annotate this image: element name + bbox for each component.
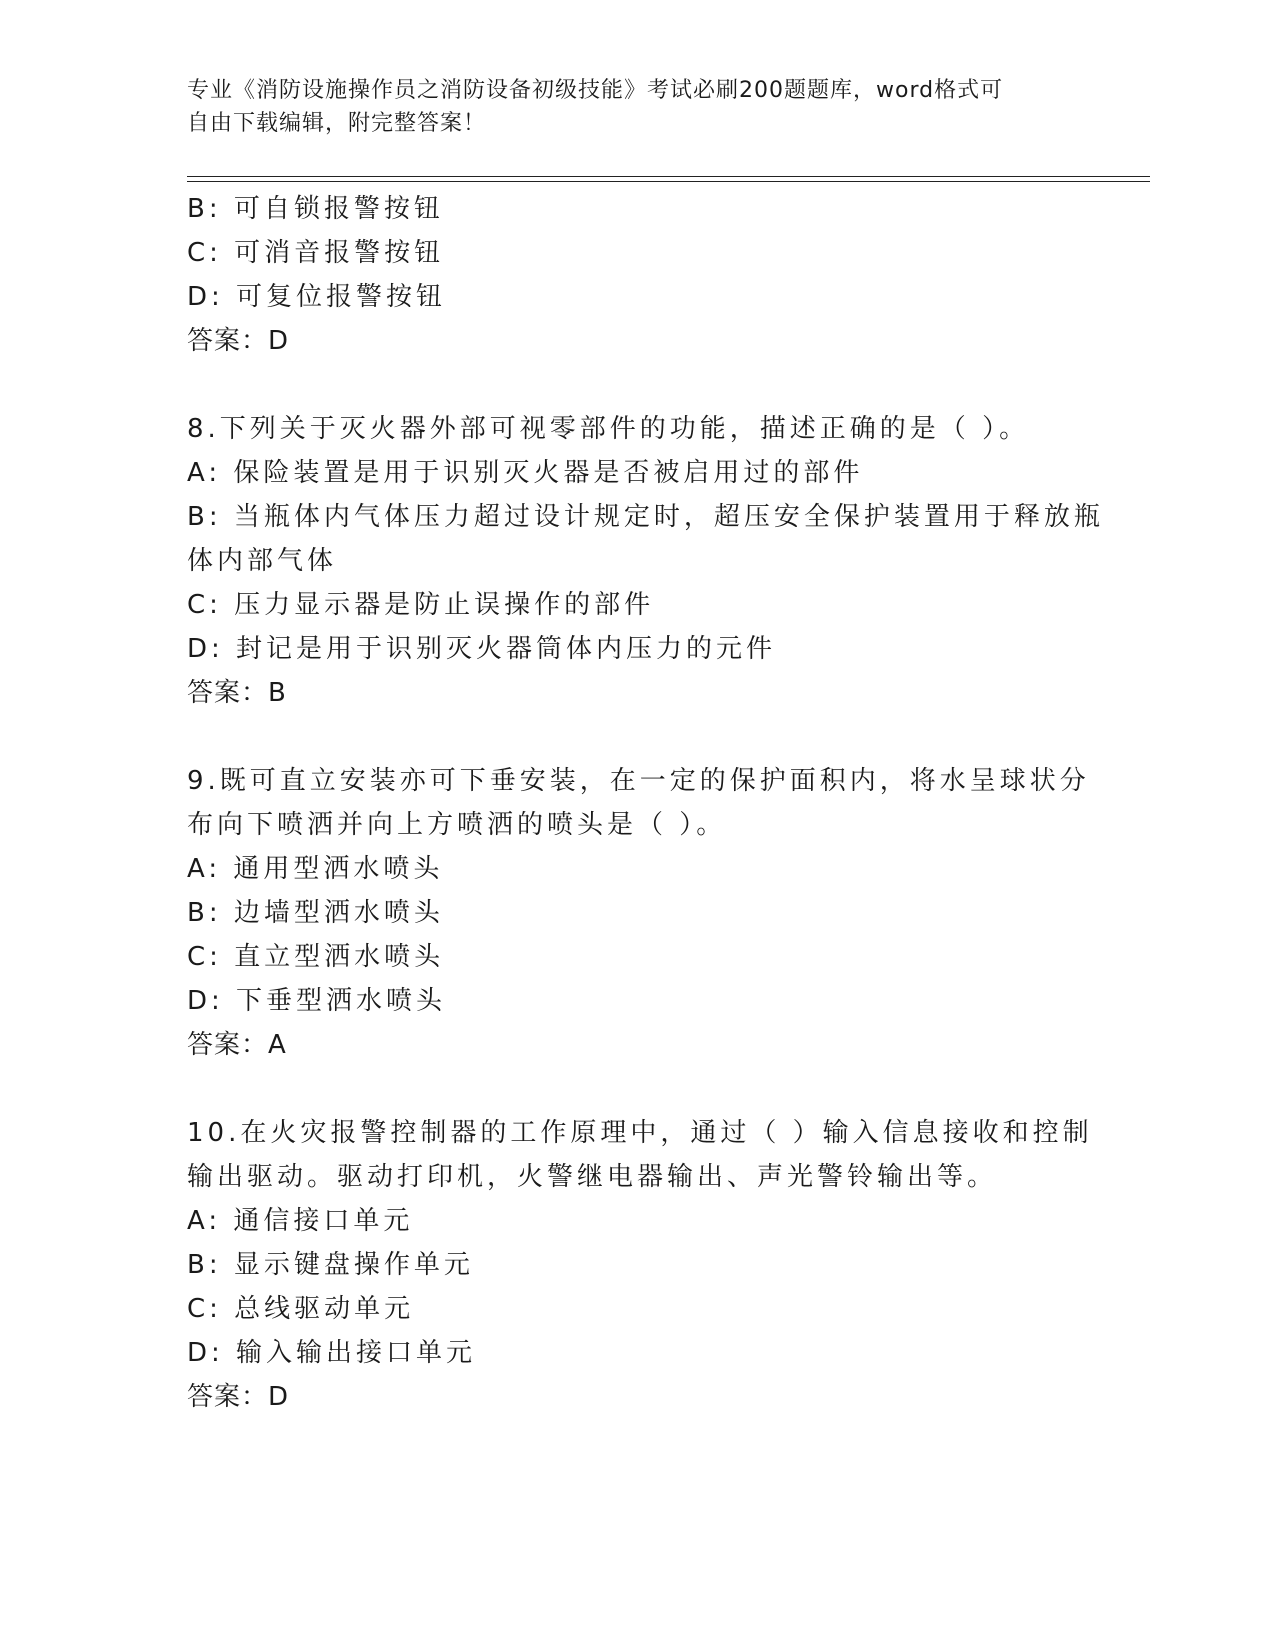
q10-option-c: C: 总线驱动单元 — [187, 1294, 415, 1324]
q9-option-d: D: 下垂型洒水喷头 — [187, 986, 447, 1016]
q9-answer: 答案：A — [187, 1030, 287, 1060]
q7-answer: 答案：D — [187, 326, 290, 356]
q9-stem-line-2: 布向下喷洒并向上方喷洒的喷头是（ ）。 — [187, 810, 727, 840]
q8-stem: 8.下列关于灭火器外部可视零部件的功能，描述正确的是（ ）。 — [187, 414, 1030, 444]
q8-option-d: D: 封记是用于识别灭火器筒体内压力的元件 — [187, 634, 777, 664]
q8-option-c: C: 压力显示器是防止误操作的部件 — [187, 590, 655, 620]
q10-stem-line-1: 10.在火灾报警控制器的工作原理中，通过（ ）输入信息接收和控制 — [187, 1118, 1093, 1148]
q10-option-d: D: 输入输出接口单元 — [187, 1338, 477, 1368]
q9-stem-line-1: 9.既可直立安装亦可下垂安装，在一定的保护面积内，将水呈球状分 — [187, 766, 1090, 796]
q8-answer: 答案：B — [187, 678, 287, 708]
header-rule-top — [187, 176, 1150, 177]
q10-answer: 答案：D — [187, 1382, 290, 1412]
header-line-2: 自由下载编辑，附完整答案！ — [187, 111, 487, 136]
header-line-1: 专业《消防设施操作员之消防设备初级技能》考试必刷200题题库，word格式可 — [187, 78, 1004, 103]
document-header — [187, 74, 1067, 140]
q8-option-a: A: 保险装置是用于识别灭火器是否被启用过的部件 — [187, 458, 864, 488]
q10-option-a: A: 通信接口单元 — [187, 1206, 414, 1236]
q7-option-b: B: 可自锁报警按钮 — [187, 194, 444, 224]
q10-option-b: B: 显示键盘操作单元 — [187, 1250, 474, 1280]
q9-option-c: C: 直立型洒水喷头 — [187, 942, 445, 972]
q8-option-b-line-2: 体内部气体 — [187, 546, 338, 576]
q7-option-d: D: 可复位报警按钮 — [187, 282, 447, 312]
q9-option-a: A: 通用型洒水喷头 — [187, 854, 444, 884]
q9-option-b: B: 边墙型洒水喷头 — [187, 898, 444, 928]
q8-option-b-line-1: B: 当瓶体内气体压力超过设计规定时，超压安全保护装置用于释放瓶 — [187, 502, 1104, 532]
q7-option-c: C: 可消音报警按钮 — [187, 238, 445, 268]
q10-stem-line-2: 输出驱动。驱动打印机，火警继电器输出、声光警铃输出等。 — [187, 1162, 998, 1192]
header-rule-bottom — [187, 181, 1150, 182]
